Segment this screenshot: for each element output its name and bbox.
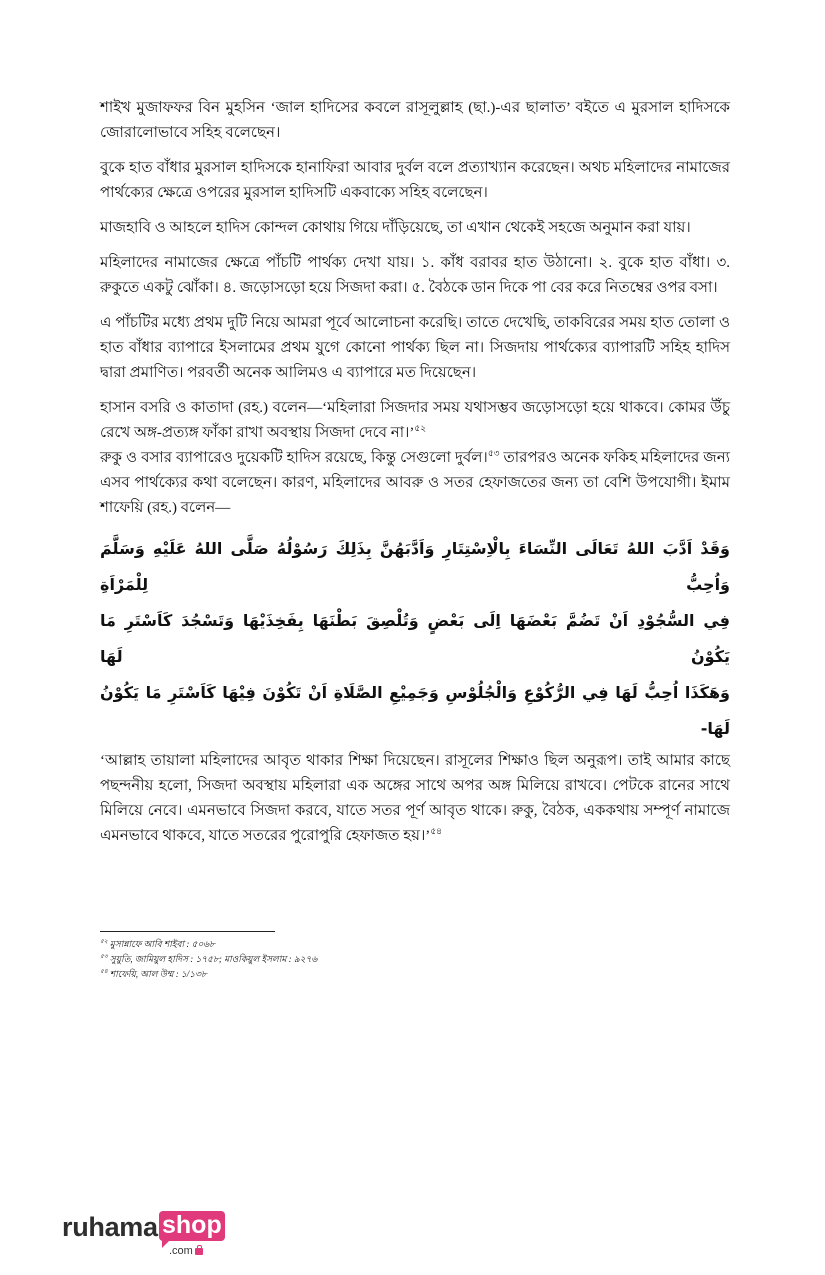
logo-domain	[169, 1245, 203, 1257]
body-paragraph	[100, 216, 730, 241]
body-paragraph	[100, 396, 730, 446]
footnote	[100, 937, 520, 952]
footnote-divider	[100, 931, 275, 932]
arabic-line: وَقَدْ اَدَّبَ اللهُ تَعَالَى النِّسَاءَ بِالْاِسْتِتَارِ وَاَدَّبَهُنَّ بِذَلِكَ رَسُوْلُهُ صَلَّى اللهُ عَلَيْهِ وَسَلَّمَ وَاُحِبُّ لِلْمَرْاَةِ	[100, 539, 730, 594]
logo-domain-text: .com	[169, 1245, 193, 1257]
paragraph-text: হাসান বসরি ও কাতাদা (রহ.) বলেন—‘মহিলারা সিজদার সময় যথাসম্ভব জড়োসড়ো হয়ে থাকবে। কোমর উঁচু রেখে অঙ্গ-প্রত্যঙ্গ ফাঁকা রাখা অবস্থায় সিজদা দেবে না।’	[100, 400, 730, 441]
footnote-text: সুয়ুতি, জামিয়ুল হাদিস : ১৭৫৮; মাওকিয়ুল ইসলাম : ৯২৭৬	[109, 954, 318, 964]
paragraph-text: এ পাঁচটির মধ্যে প্রথম দুটি নিয়ে আমরা পূর্বে আলোচনা করেছি। তাতে দেখেছি, তাকবিরের সময় হাত তোলা ও হাত বাঁধার ব্যাপারে ইসলামের প্রথম যুগে কোনো পার্থক্য ছিল না। সিজদায় পার্থক্যের ব্যাপারটি সহিহ হাদিস দ্বারা প্রমাণিত। পরবর্তী অনেক আলিমও এ ব্যাপারে মত দিয়েছেন।	[100, 315, 730, 381]
body-paragraph	[100, 311, 730, 386]
footnote	[100, 967, 520, 982]
body-paragraph	[100, 749, 730, 849]
paragraph-text: ‘আল্লাহ তায়ালা মহিলাদের আবৃত থাকার শিক্ষা দিয়েছেন। রাসূলের শিক্ষাও ছিল অনুরূপ। তাই আমার কাছে পছন্দনীয় হলো, সিজদা অবস্থায় মহিলারা এক অঙ্গের সাথে অপর অঙ্গ মিলিয়ে রাখবে। পেটকে রানের সাথে মিলিয়ে নেবে। এমনভাবে সিজদা করবে, যাতে সতর পূর্ণ আবৃত থাকে। রুকু, বৈঠক, এককথায় সম্পূর্ণ নামাজে এমনভাবে থাকবে, যাতে সতরের পুরোপুরি হেফাজত হয়।’	[100, 753, 730, 844]
paragraph-text: মাজহাবি ও আহলে হাদিস কোন্দল কোথায় গিয়ে দাঁড়িয়েছে, তা এখান থেকেই সহজে অনুমান করা যায়।	[100, 220, 691, 236]
body-paragraph	[100, 446, 730, 521]
arabic-line: وَهَكَذَا اُحِبُّ لَهَا فِي الرُّكُوْعِ وَالْجُلُوْسِ وَجَمِيْعِ الصَّلَاةِ اَنْ تَكُوْنَ فِيْهَا كَاَسْتَرِ مَا يَكُوْنُ لَهَا-	[100, 683, 730, 738]
footnote-number: ৫৪	[100, 969, 108, 975]
footnote-ref[interactable]: ৫৩	[487, 448, 500, 458]
footnote-number: ৫৩	[100, 954, 108, 960]
body-text	[100, 96, 730, 859]
brand-logo	[62, 1208, 227, 1262]
footnote-number: ৫২	[100, 939, 108, 945]
body-paragraph	[100, 96, 730, 146]
footnote-text: শাফেয়ি, আল উম্ম : ১/১৩৮	[109, 969, 207, 979]
logo-shop-badge	[159, 1211, 225, 1241]
paragraph-text: তারপরও অনেক ফকিহ মহিলাদের জন্য এসব পার্থক্যের কথা বলেছেন। কারণ, মহিলাদের আবরু ও সতর হেফাজতের জন্য তা বেশি উপযোগী। ইমাম শাফেয়ি (রহ.) বলেন—	[100, 450, 730, 516]
logo-badge-text: shop	[162, 1211, 222, 1239]
footnote-ref[interactable]: ৫২	[414, 423, 427, 433]
shopping-bag-icon	[195, 1248, 203, 1255]
logo-wordmark: ruhama	[62, 1212, 158, 1242]
paragraph-text: রুকু ও বসার ব্যাপারেও দুয়েকটি হাদিস রয়েছে, কিন্তু সেগুলো দুর্বল।	[100, 450, 488, 466]
arabic-line: فِي السُّجُوْدِ اَنْ تَضُمَّ بَعْضَهَا اِلَى بَعْضٍ وَتُلْصِقَ بَطْنَهَا بِفَخِذَيْهَا وَتَسْجُدَ كَاَسْتَرِ مَا يَكُوْنُ لَهَا	[100, 611, 730, 666]
body-paragraph	[100, 251, 730, 301]
footnote	[100, 952, 520, 967]
paragraph-text: মহিলাদের নামাজের ক্ষেত্রে পাঁচটি পার্থক্য দেখা যায়। ১. কাঁধ বরাবর হাত উঠানো। ২. বুকে হাত বাঁধা। ৩. রুকুতে একটু ঝোঁকা। ৪. জড়োসড়ো হয়ে সিজদা করা। ৫. বৈঠকে ডান দিকে পা বের করে নিতম্বের ওপর বসা।	[100, 255, 730, 296]
arabic-quotation	[100, 531, 730, 747]
paragraph-text: বুকে হাত বাঁধার মুরসাল হাদিসকে হানাফিরা আবার দুর্বল বলে প্রত্যাখ্যান করেছেন। অথচ মহিলাদের নামাজের পার্থক্যের ক্ষেত্রে ওপরের মুরসাল হাদিসটি একবাক্যে সহিহ বলেছেন।	[100, 160, 730, 201]
footnotes	[100, 937, 520, 982]
body-paragraph	[100, 156, 730, 206]
footnote-ref[interactable]: ৫৪	[430, 826, 442, 836]
paragraph-text: শাইখ মুজাফফর বিন মুহসিন ‘জাল হাদিসের কবলে রাসূলুল্লাহ (ছা.)-এর ছালাত’ বইতে এ মুরসাল হাদিসকে জোরালোভাবে সহিহ বলেছেন।	[100, 100, 730, 141]
footnote-text: মুসান্নাফে আবি শাইবা : ৫০৬৮	[109, 939, 215, 949]
